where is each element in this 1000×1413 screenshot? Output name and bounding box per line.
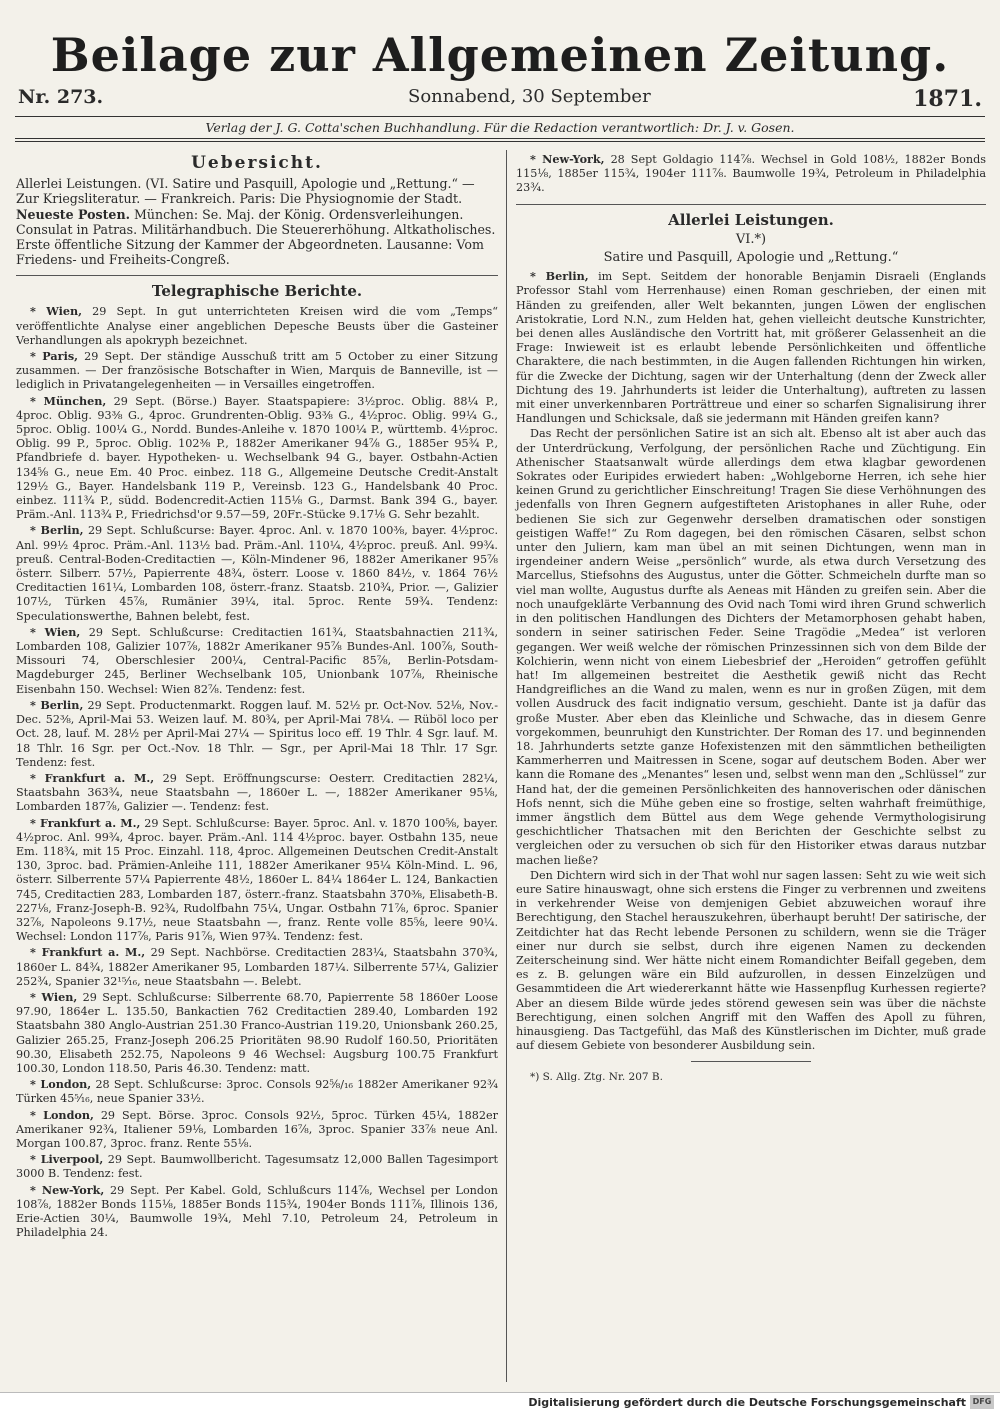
telegraph-text: 29 Sept. Schlußcurse: Bayer. 4proc. Anl. v. 1870 100⅜, bayer. 4½proc. Anl. 99½ 4proc. Präm.-Anl. 113½ bad. Präm.-Anl. 110¼, 4½proc. preuß. Anl. 99¾. preuß. Central-Boden-Creditactien —, Köln-Mindener 96, 1882er Amerikaner 95⅞ österr. Silberr. 57½, Papierrente 48¾, österr. Loose v. 1860 84½, v. 1864 76½ Creditactien 161¼, Lombarden 108, österr.-franz. Staatsb. 210¾, Prior. —, Galizier 107½, Türken 45⅞, Rumänier 39¼, ital. 5proc. Rente 59¾. Tendenz: Speculationswerthe, Bahnen belebt, fest. (16, 524, 499, 623)
telegraph-text: 29 Sept. Schlußcurse: Creditactien 161¾, Staatsbahnactien 211¾, Lombarden 108, Galizier 107⅞, 1882r Amerikaner 95⅞ Bundes-Anl. 100⅞, South-Missouri 74, Oberschlesier 200¼, Central-Pacific 85⅞, Berlin-Potsdam-Magdeburger 245, Berliner Wechselbank 105, Unionbank 107⅞, Rheinische Eisenbahn 150. Wechsel: Wien 82⅞. Tendenz: fest. (16, 625, 498, 696)
telegraph-text: 28 Sept. Schlußcurse: 3proc. Consols 92⅝/₁₆ 1882er Amerikaner 92¾ Türken 45⁵⁄₁₆, neue Spanier 33½. (16, 1078, 498, 1106)
article-heading: Allerlei Leistungen. (668, 210, 834, 229)
dfg-logo-icon: DFG (970, 1395, 994, 1409)
neueste-posten-label: Neueste Posten. (16, 207, 130, 223)
telegraph-item (16, 945, 498, 989)
telegraph-text: 29 Sept. Eröffnungscurse: Oesterr. Creditactien 282¼, Staatsbahn 363¾, neue Staatsbahn —, 1860er L. —, 1882er Amerikaner 95⅛, Lombarden 187⅞, Galizier —. Tendenz: fest. (16, 771, 498, 814)
telegraph-item (16, 771, 498, 815)
column-divider (506, 150, 507, 1382)
uebersicht-summary (16, 176, 498, 267)
issue-row (18, 86, 982, 116)
telegraph-item (16, 990, 498, 1076)
telegraph-dateline: * Frankfurt a. M., (30, 815, 141, 830)
newyork-label: * New-York, (530, 152, 605, 166)
article-paragraph-1 (516, 269, 986, 426)
neueste-posten-paragraph (16, 207, 498, 267)
telegraph-text: 29 Sept. Productenmarkt. Roggen lauf. M. 52½ pr. Oct-Nov. 52⅛, Nov.-Dec. 52⅜, April-Mai 53. Weizen lauf. M. 80¾, per April-Mai 78¼. — Rüböl loco per Oct. 28, lauf. M. 28½ per April-Mai 27¼ — Spiritus loco eff. 19 Thlr. 4 Sgr. lauf. M. 18 Thlr. 16 Sgr. per Oct.-Nov. 18 Thlr. — Sgr., per April-Mai 18 Thlr. 17 Sgr. Tendenz: fest. (16, 698, 498, 769)
telegraph-item (16, 698, 498, 770)
telegraph-text: 29 Sept. Nachbörse. Creditactien 283¼, Staatsbahn 370¾, 1860er L. 84¾, 1882er Amerikaner 95, Lombarden 187¼. Silberrente 57¼, Galizier 252¾, Spanier 32¹⁵⁄₁₆, neue Staatsbahn —. Belebt. (16, 946, 499, 988)
telegraph-item (16, 1108, 498, 1152)
article-number: VI.*) (735, 231, 767, 247)
telegraph-dateline: * Wien, (30, 989, 78, 1004)
telegraph-item (16, 625, 498, 697)
telegraph-item (16, 349, 498, 393)
telegraph-text: 29 Sept. (Börse.) Bayer. Staatspapiere: 3½proc. Oblig. 88¼ P., 4proc. Oblig. 93⅜ G., 4proc. Grundrenten-Oblig. 93⅜ G., 4½proc. Oblig. 99¼ G., 5proc. Oblig. 100¼ G., Nordd. Bundes-Anleihe v. 1870 100¼ P., württemb. 4½proc. Oblig. 99 P., 5proc. Oblig. 102⅜ P., 1882er Amerikaner 94⅞ G., 1885er 95¾ P., Pfandbriefe d. bayer. Hypotheken- u. Wechselbank 94 G., bayer. Ostbahn-Actien 134⅝ G., neue Em. 40 Proc. einbez. 118 G., Allgemeine Deutsche Credit-Anstalt 129½ G., Bayer. Handelsbank 119 P., Vereinsb. 123 G., Handelsbank 40 Proc. einbez. 111¾ P., südd. Bodencredit-Actien 115⅛ G., Darmst. Bank 394 G., bayer. Präm.-Anl. 113¾ P., Friedrichsd'or 9.57—59, 20Fr.-Stücke 9.17⅛ G. Sehr bezahlt. (16, 394, 498, 522)
telegraph-item (16, 1183, 498, 1241)
telegraph-dateline: * Frankfurt a. M., (30, 770, 155, 785)
article-subtitle: Satire und Pasquill, Apologie und „Rettung.“ (603, 250, 899, 266)
telegraph-dateline: * Wien, (30, 624, 81, 639)
telegraph-dateline: * Frankfurt a. M., (30, 945, 146, 960)
telegraph-item (16, 1077, 498, 1106)
article-paragraph-2: Das Recht der persönlichen Satire ist an sich alt. Ebenso alt ist aber auch das der Unterdrückung, Verfolgung, der persönlichen Rache und Züchtigung. Ein Athenischer Staatsanwalt würde allerdings dem etwa klagbar gewordenen Sokrates oder Euripides erwiedert haben: „Wohlgeborne Herren, ich sehe hier keinen Grund zu gerichtlicher Einschreitung! Tragen Sie diese Verhöhnungen des jedenfalls von Ihren Gegnern aufgestifteten Aristophanes in aller Ruhe, oder bedienen Sie sich zur Gegenwehr derselben dramatischen oder sonstigen geistigen Waffe!“ Zu Rom dagegen, bei den römischen Cäsaren, selbst schon unter den Juliern, kam man übel an mit seinen Dichtungen, wenn man in irgendeiner andern Weise „persönlich“ wurde, als etwa durch Versetzung des Marcellus, Stiefsohns des Augustus, unter die Götter. Schmeicheln durfte man so viel man wollte, Augustus durfte als Aeneas mit Händen zu greifen sein. Aber die noch unaufgeklärte Verbannung des Ovid nach Tomi wird ihren Grund schwerlich in den politischen Handlungen des Dichters der Metamorphosen gehabt haben, sondern in seiner satirischen Feder. Seine Tragödie „Medea“ ist verloren gegangen. Wer weiß welche der römischen Prinzessinnen sich von dem Bilde der Kolchierin, wenn nicht von einem Liebesbrief der „Heroiden“ getroffen gefühlt hat! Im allgemeinen bestreitet die Aesthetik gewiß nicht das Recht Handgreifliches an die Wand zu malen, wenn es nur in großen Zügen, mit dem vollen Ausdruck des facit indignatio versum, geschieht. Dante ist ja dafür das große Muster. Aber eben das Kleinliche und Schwache, das in diesem Genre vorgekommen, beunruhigt den Kunstrichter. Der Roman des 17. und beginnenden 18. Jahrhunderts setzte ganze Hofexistenzen mit den sämmtlichen betheiligten Kammerherren und Maitressen in Scene, sogar auf deutschem Boden. Aber wer kann die Romane des „Menantes“ lesen und, selbst wenn man den „Schlüssel“ zur Hand hat, der die gemeinen Persönlichkeiten des hannoverischen oder dänischen Hofs nennt, sich die Mühe geben eine so frostige, selten wahrhaft freimüthige, immer ängstlich dem Büttel aus dem Wege gehende Vermythologisirung geschichtlicher Thatsachen mit den Berichten der Geschichte selbst zu vergleichen oder zu versuchen ob sich für den Historiker etwas daraus nutzbar machen ließe? (516, 427, 986, 867)
masthead-rule-double (15, 141, 985, 142)
telegraph-list (16, 304, 498, 1240)
dfg-credit-text: Digitalisierung gefördert durch die Deutsche Forschungsgemeinschaft (528, 1396, 966, 1409)
telegraph-dateline: * Berlin, (30, 523, 84, 538)
newyork-report (516, 152, 986, 196)
issue-date: Sonnabend, 30 September (408, 86, 651, 107)
telegraph-dateline: * London, (30, 1077, 92, 1092)
issue-year: 1871. (913, 86, 982, 112)
telegraph-item (16, 1152, 498, 1181)
masthead-title: Beilage zur Allgemeinen Zeitung. (50, 28, 950, 82)
telegraph-item (16, 816, 498, 945)
telegraph-dateline: * London, (30, 1107, 94, 1122)
section-separator (16, 275, 498, 276)
article-paragraph-3: Den Dichtern wird sich in der That wohl nur sagen lassen: Seht zu wie weit sich eure Satire hinauswagt, ohne sich erstens die Finger zu verbrennen und zweitens in verkehrender Weise von demjenigen Gebiet abzuweichen worauf ihre Berechtigung, den Stachel herauszukehren, überhaupt beruht! Der satirische, der Zeitdichter hat das Recht lebende Personen zu schildern, wenn sie die Träger einer nur durch sie selbst, durch ihre eigenen Namen zu deckenden Zeiterscheinung sind. Wer hätte nicht einem Romandichter Beifall gegeben, dem es z. B. gelungen wäre ein Bild aufzurollen, in dessen Einzelzügen und Gesammtideen die Art wiedererkannt hätte wie Hassenpflug Kurhessen regierte? Aber an diesem Bilde würde jedes störend gewesen sein was über die nächste Berechtigung, einen solchen Angriff mit den Waffen des Apoll zu führen, hinausgieng. Das Tactgefühl, das Maß des Künstlerischen im Dichter, muß grade auf diesem Gebiete von besonderer Ausbildung sein. (516, 868, 986, 1053)
telegraph-text: 29 Sept. Schlußcurse: Bayer. 5proc. Anl. v. 1870 100⅝, bayer. 4½proc. Anl. 99¾, 4proc. bayer. Präm.-Anl. 114 4½proc. bayer. Ostbahn 135, neue Em. 118¾, mit 15 Proc. Einzahl. 118, 4proc. Allgemeinen Deutschen Credit-Anstalt 130, 3proc. bad. Prämien-Anleihe 111, 1882er Amerikaner 95¼ Köln-Mind. L. 96, österr. Silberrente 57¼ Papierrente 48½, 1860er L. 84¼ 1864er L. 124, Bankactien 745, Creditactien 283, Lombarden 187, österr.-franz. Staatsbahn 370⅜, Elisabeth-B. 227⅛, Franz-Joseph-B. 92¾, Rudolfbahn 75¼, Ungar. Ostbahn 71⅞, 6proc. Spanier 32⅞, Napoleons 9.17½, neue Staatsbahn —, franz. Rente volle 85⅝, leere 90¼. Wechsel: London 117⅞, Paris 91⅞, Wien 97¾. Tendenz: fest. (16, 816, 498, 944)
masthead-rule-top (15, 116, 985, 117)
telegraph-text: 29 Sept. Der ständige Ausschuß tritt am 5 October zu einer Sitzung zusammen. — Der französische Botschafter in Wien, Marquis de Banneville, ist — lediglich in Privatangelegenheiten — in Versailles eingetroffen. (16, 350, 498, 392)
telegraph-dateline: * New-York, (30, 1182, 105, 1197)
telegraph-text: 29 Sept. Per Kabel. Gold, Schlußcurs 114⅞, Wechsel per London 108⅞, 1882er Bonds 115⅛, 1885er Bonds 115¾, 1904er Bonds 111⅞, Illinois 136, Erie-Actien 30¼, Baumwolle 19¾, Mehl 7.10, Petroleum 24, Petroleum in Philadelphia 24. (16, 1183, 498, 1240)
telegraph-dateline: * Liverpool, (30, 1152, 104, 1167)
neueste-posten-text: München: Se. Maj. der König. Ordensverleihungen. Consulat in Patras. Militärhandbuch. Die Steuererhöhung. Altkatholisches. Erste öffentliche Sitzung der Kammer der Abgeordneten. Lausanne: Vom Friedens- und Freiheits-Congreß. (16, 207, 496, 268)
masthead-rule-bottom (15, 138, 985, 139)
newyork-text: 28 Sept Goldagio 114⅞. Wechsel in Gold 108½, 1882er Bonds 115⅛, 1885er 115¾, 1904er 111⅞. Baumwolle 19¾, Petroleum in Philadelphia 23¾. (516, 153, 986, 195)
dfg-footer-bar (0, 1392, 1000, 1413)
telegraph-text: 29 Sept. Baumwollbericht. Tagesumsatz 12,000 Ballen Tagesimport 3000 B. Tendenz: fest. (16, 1153, 499, 1181)
publisher-line: Verlag der J. G. Cotta'schen Buchhandlung. Für die Redaction verantwortlich: Dr. J. v. Gosen. (205, 120, 795, 135)
uebersicht-heading: Uebersicht. (191, 153, 323, 173)
right-separator (516, 204, 986, 205)
left-column (16, 152, 498, 1241)
article-footnote: *) S. Allg. Ztg. Nr. 207 B. (530, 1071, 663, 1084)
telegraph-text: 29 Sept. Börse. 3proc. Consols 92½, 5proc. Türken 45¼, 1882er Amerikaner 92¾, Italiener 59⅛, Lombarden 16⅞, 3proc. Spanier 33⅞ neue Anl. Morgan 100.87, 3proc. franz. Rente 55⅛. (16, 1108, 498, 1150)
telegraph-item (16, 304, 498, 348)
telegraph-text: 29 Sept. Schlußcurse: Silberrente 68.70, Papierrente 58 1860er Loose 97.90, 1864er L. 135.50, Bankactien 762 Creditactien 289.40, Lombarden 192 Staatsbahn 380 Anglo-Austrian 251.30 Franco-Austrian 119.20, Unionsbank 260.25, Galizier 265.25, Franz-Joseph 206.25 Prioritäten 98.90 Rudolf 160.50, Prioritäten 90.30, Elisabeth 252.75, Napoleons 9 46 Wechsel: Augsburg 100.75 Frankfurt 100.30, London 118.50, Paris 46.30. Tendenz: matt. (16, 990, 499, 1075)
telegraph-item (16, 523, 498, 623)
article-dateline: * Berlin, (530, 269, 589, 284)
telegraph-dateline: * Wien, (30, 304, 83, 319)
telegraph-dateline: * Berlin, (30, 697, 84, 712)
issue-number: Nr. 273. (18, 86, 104, 108)
right-column (516, 152, 986, 1086)
footnote-separator (691, 1061, 811, 1062)
telegraph-heading: Telegraphische Berichte. (151, 282, 363, 301)
article-paragraph-1-text: im Sept. Seitdem der honorable Benjamin Disraeli (Englands Professor Stahl vom Herrenhause) einen Roman geschrieben, der einen mit Händen zu greifenden, aller Welt bekannten, jungen Löwen der englischen Aristokratie, Lord N.N., zum Helden hat, gehen vielleicht deutsche Kunstrichter, bei denen alles Ausländische den Vortritt hat, mit größerer Gelassenheit an die Frage: Inwieweit ist es erlaubt lebende Persönlichkeiten und öffentliche Charaktere, die nach bestimmten, in die Augen fallenden Richtungen hin wirken, für die Zwecke der Dichtung, sagen wir der Unterhaltung (denn der Zweck aller Dichtung des 19. Jahrhunderts ist leider die Unterhaltung), auftreten zu lassen mit einer unverkennbaren Porträttreue und einer so scharfen Signalisirung ihrer Handlungen und Schicksale, daß sie jedermann mit Händen greifen kann? (516, 270, 986, 426)
telegraph-text: 29 Sept. In gut unterrichteten Kreisen wird die vom „Temps“ veröffentlichte Analyse einer angeblichen Depesche Beusts über die Gasteiner Verhandlungen als apokryph bezeichnet. (16, 305, 499, 347)
telegraph-dateline: * Paris, (30, 349, 79, 364)
telegraph-item (16, 394, 498, 523)
telegraph-dateline: * München, (30, 393, 107, 408)
uebersicht-paragraph: Allerlei Leistungen. (VI. Satire und Pasquill, Apologie und „Rettung.“ — Zur Kriegsliteratur. — Frankreich. Paris: Die Physiognomie der Stadt. (16, 176, 475, 207)
